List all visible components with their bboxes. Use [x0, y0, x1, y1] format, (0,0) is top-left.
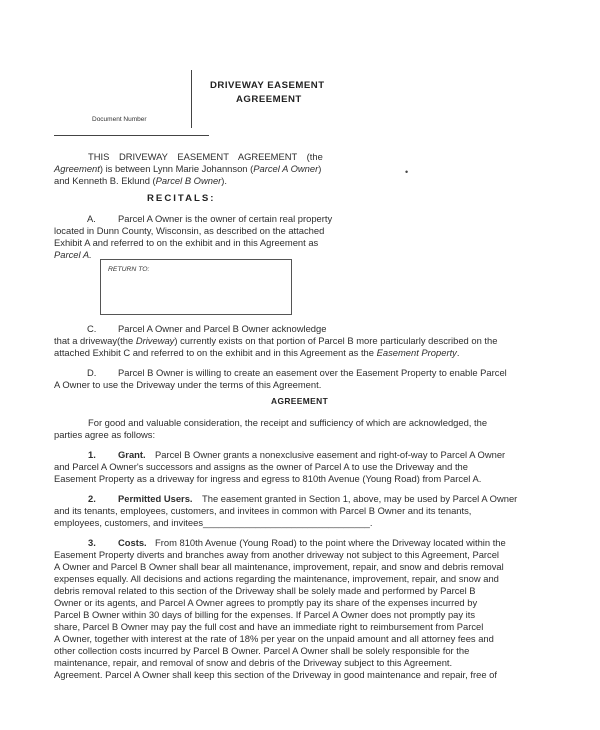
section-2-title: Permitted Users.	[118, 493, 193, 504]
section-3-line11: maintenance, repair, and removal of snow and debris of the Driveway subject to this Agreement.	[54, 657, 453, 668]
section-1-line1: Parcel B Owner grants a nonexclusive easement and right-of-way to Parcel A Owner	[155, 449, 506, 460]
section-1-number: 1.	[88, 449, 96, 460]
recital-a-line2: located in Dunn County, Wisconsin, as described on the attached	[54, 225, 325, 236]
section-3-line4: expenses equally. All decisions and actions regarding the maintenance, improvement, repair, and snow and	[54, 573, 499, 584]
section-3-line1: From 810th Avenue (Young Road) to the point where the Driveway located within the	[155, 537, 506, 548]
section-3-line3: A Owner and Parcel B Owner shall bear all maintenance, improvement, repair, and snow and debris removal	[54, 561, 504, 572]
document-number-line	[54, 135, 209, 136]
section-1-title: Grant.	[118, 449, 146, 460]
recitals-heading: RECITALS:	[147, 193, 216, 204]
recital-a-letter: A.	[87, 213, 96, 224]
document-number-label: Document Number	[92, 116, 147, 123]
recital-d-line2: A Owner to use the Driveway under the terms of this Agreement.	[54, 379, 322, 390]
recital-c-line3: attached Exhibit C and referred to on the exhibit and in this Agreement as the Easement Property.	[54, 347, 460, 358]
section-2-line3: employees, customers, and invitees________________________________.	[54, 517, 373, 528]
header-divider	[191, 70, 192, 128]
section-3-line10: other collection costs incurred by Parcel B Owner. Parcel A Owner shall be solely responsible for the	[54, 645, 470, 656]
section-3-line2: Easement Property diverts and branches away from another driveway not subject to this Agreement, Parcel	[54, 549, 500, 560]
agreement-heading: AGREEMENT	[271, 396, 329, 406]
agreement-intro-line2: parties agree as follows:	[54, 429, 156, 440]
intro-line1: THIS DRIVEWAY EASEMENT AGREEMENT (the	[88, 151, 323, 162]
recital-a-line1: Parcel A Owner is the owner of certain real property	[118, 213, 333, 224]
recital-c-line1: Parcel A Owner and Parcel B Owner acknowledge	[118, 323, 327, 334]
recital-a-line3: Exhibit A and referred to on the exhibit and in this Agreement as	[54, 237, 319, 248]
recital-c-line2: that a driveway(the Driveway) currently exists on that portion of Parcel B more particularly described on the	[54, 335, 498, 346]
section-2-line2: and its tenants, employees, customers, and invitees in common with Parcel B Owner and its tenants,	[54, 505, 472, 516]
section-3-line7: Parcel B Owner within 30 days of billing for the expenses. If Parcel A Owner does not promptly pay its	[54, 609, 476, 620]
section-3-line6: Owner or its agents, and Parcel A Owner agrees to promptly pay its share of the expenses incurred by	[54, 597, 478, 608]
agreement-intro-line1: For good and valuable consideration, the receipt and sufficiency of which are acknowledged, the	[88, 417, 488, 428]
section-1-line2: and Parcel A Owner's successors and assigns as the owner of Parcel A to use the Driveway and the	[54, 461, 468, 472]
section-3-line5: debris removal related to this section of the Driveway shall be solely made and performed by Parcel B	[54, 585, 476, 596]
recital-c-letter: C.	[87, 323, 97, 334]
document-title-line1: DRIVEWAY EASEMENT	[210, 80, 325, 91]
section-1-line3: Easement Property as a driveway for ingress and egress to 810th Avenue (Young Road) from Parcel A.	[54, 473, 482, 484]
intro-line3: and Kenneth B. Eklund (Parcel B Owner).	[54, 175, 228, 186]
intro-line2: Agreement) is between Lynn Marie Johannson (Parcel A Owner)	[54, 163, 322, 174]
return-to-label: RETURN TO:	[108, 266, 150, 273]
section-2-line1: The easement granted in Section 1, above, may be used by Parcel A Owner	[202, 493, 518, 504]
section-3-title: Costs.	[118, 537, 147, 548]
document-title-line2: AGREEMENT	[236, 94, 302, 105]
return-to-box	[100, 259, 292, 315]
section-3-line8: share, Parcel B Owner may pay the full cost and have an immediate right to reimbursement from Parcel	[54, 621, 484, 632]
recital-d-letter: D.	[87, 367, 97, 378]
section-2-number: 2.	[88, 493, 96, 504]
recital-d-line1: Parcel B Owner is willing to create an easement over the Easement Property to enable Parcel	[118, 367, 507, 378]
margin-mark: •	[405, 167, 409, 177]
recital-a-line4: Parcel A.	[54, 249, 92, 260]
section-3-number: 3.	[88, 537, 96, 548]
section-3-line12: Agreement. Parcel A Owner shall keep this section of the Driveway in good maintenance and repair, free of	[54, 669, 497, 680]
section-3-line9: A Owner, together with interest at the rate of 18% per year on the unpaid amount and all attorney fees and	[54, 633, 494, 644]
